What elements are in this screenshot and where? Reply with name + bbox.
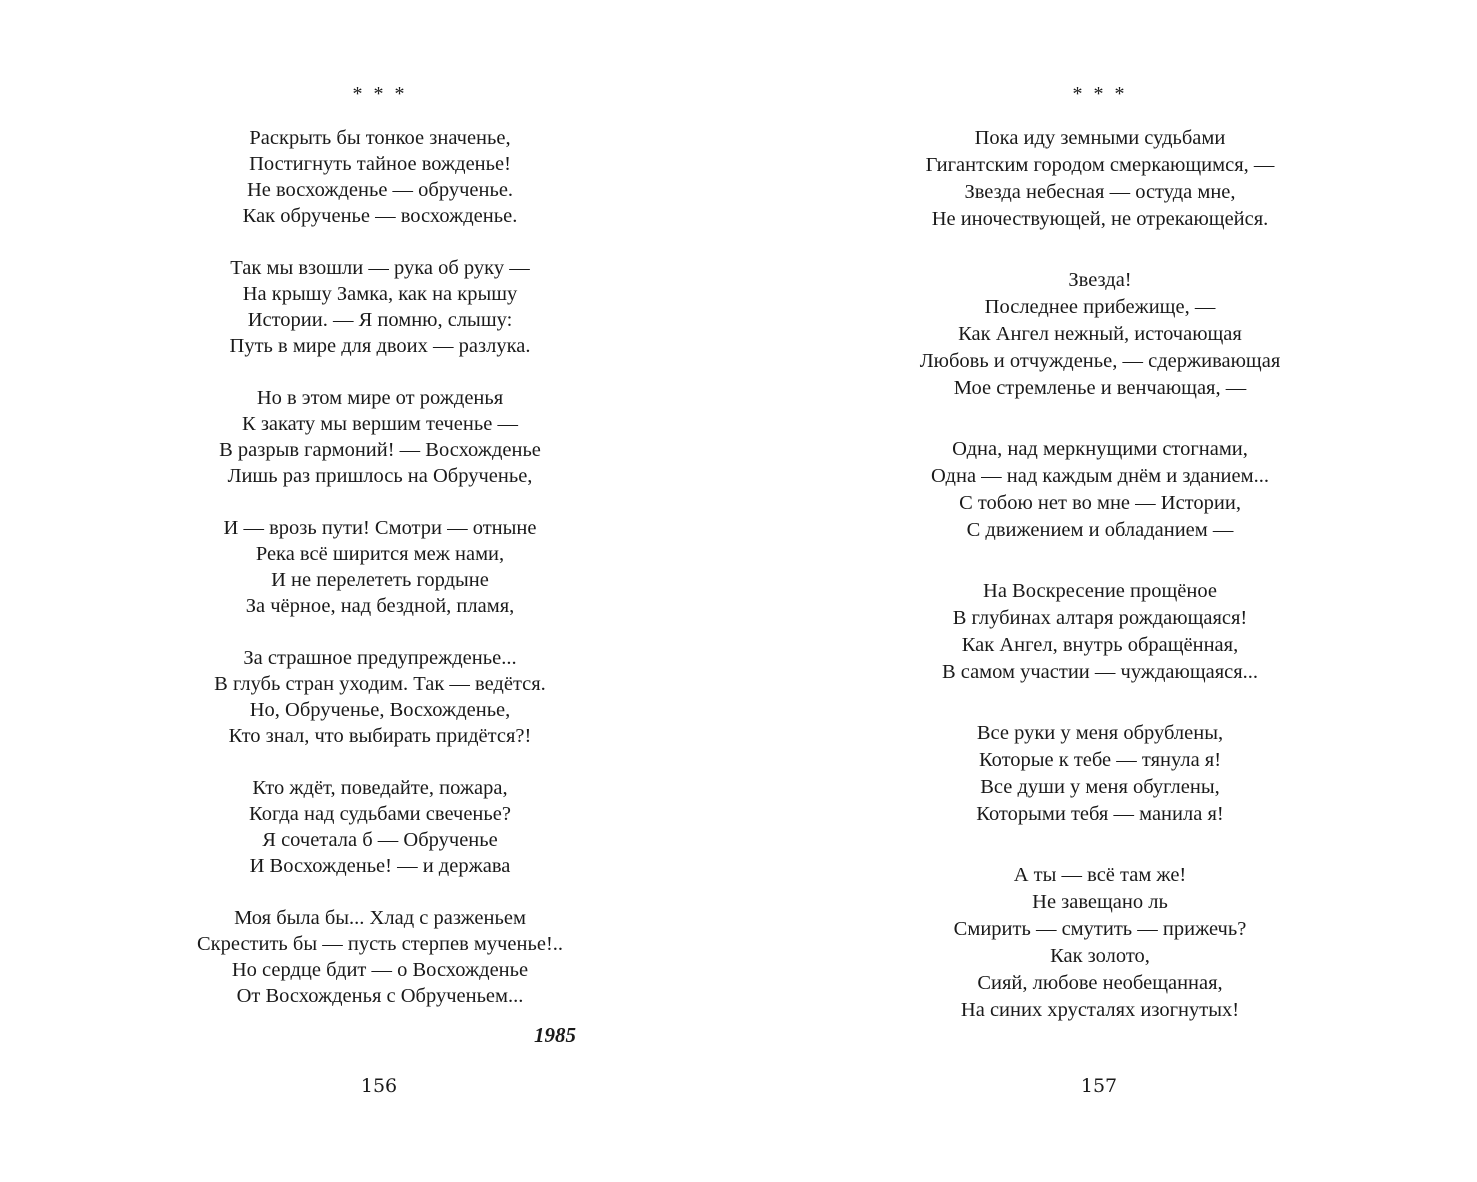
poem-line: И Восхожденье! — и держава [249,855,511,877]
poem-line: Гигантским городом смеркающимся, — [925,154,1275,176]
poem-line: Пока иду земными судьбами [974,127,1226,149]
poem-line: В глубь стран уходим. Так — ведётся. [214,673,546,695]
poem-line: Скрестить бы — пусть стерпев мученье!.. [196,933,564,955]
poem-line: Я сочетала б — Обрученье [262,829,498,851]
poem-line: Звезда небесная — остуда мне, [964,181,1236,203]
poem-line: Которыми тебя — манила я! [976,803,1224,825]
poem-line: Мое стремленье и венчающая, — [953,377,1247,399]
stanza [850,436,1350,544]
page-number: 157 [1080,1075,1118,1097]
poem-line: За страшное предупрежденье... [243,647,517,669]
poem-line: Одна — над каждым днём и зданием... [931,465,1269,487]
poem-line: Как золото, [1050,945,1150,967]
poem-line: Раскрыть бы тонкое значенье, [249,127,511,149]
poem-line: На Воскресение прощёное [983,580,1217,602]
poem-line: Так мы взошли — рука об руку — [230,257,530,279]
poem-line: Но в этом мире от рожденья [256,387,504,409]
poem-line: За чёрное, над бездной, пламя, [245,595,515,617]
poem-line: Смирить — смутить — прижечь? [953,918,1247,940]
stanza [130,645,630,749]
poem-line: Как Ангел, внутрь обращённая, [961,634,1239,656]
stanza [130,905,630,1009]
poem-line: Кто знал, что выбирать придётся?! [228,725,532,747]
poem-line: Река всё ширится меж нами, [255,543,505,565]
stanza [130,255,630,359]
page-number: 156 [360,1075,398,1097]
poem-line: Путь в мире для двоих — разлука. [229,335,531,357]
poem-line: Кто ждёт, поведайте, пожара, [252,777,508,799]
section-divider-asterisks: * * * [352,83,408,105]
poem-line: Истории. — Я помню, слышу: [247,309,513,331]
poem-line: Но сердце бдит — о Восхожденье [231,959,529,981]
poem-line: Сияй, любове необещанная, [977,972,1223,994]
poem-line: К закату мы вершим теченье — [242,413,518,435]
poem-line: Лишь раз пришлось на Обрученье, [227,465,533,487]
right-page [740,0,1477,1182]
poem-line: И не перелететь гордыне [271,569,489,591]
poem-line: На крышу Замка, как на крышу [242,283,518,305]
poem-line: Когда над судьбами свеченье? [249,803,511,825]
stanza [850,578,1350,686]
poem-line: Как Ангел нежный, источающая [958,323,1242,345]
poem-line: Которые к тебе — тянула я! [978,749,1222,771]
poem-line: В разрыв гармоний! — Восхожденье [219,439,541,461]
poem-line: На синих хрусталях изогнутых! [960,999,1240,1021]
section-divider-asterisks: * * * [1072,83,1128,105]
stanza [850,862,1350,1024]
poem-line: Не завещано ль [1032,891,1168,913]
poem-line: Все души у меня обуглены, [980,776,1220,798]
poem-line: Последнее прибежище, — [984,296,1216,318]
poem-line: Моя была бы... Хлад с разженьем [234,907,526,929]
poem-line: Но, Обрученье, Восхожденье, [249,699,511,721]
poem-line: От Восхожденья с Обрученьем... [236,985,524,1007]
poem-line: С тобою нет во мне — Истории, [959,492,1241,514]
poem-line: Не иночествующей, не отрекающейся. [931,208,1269,230]
poem-date: 1985 [534,1023,576,1047]
poem-line: А ты — всё там же! [1013,864,1187,886]
poem-line: Звезда! [1068,269,1132,291]
poem-line: Любовь и отчужденье, — сдерживающая [919,350,1281,372]
stanza [130,515,630,619]
poem-line: Одна, над меркнущими стогнами, [952,438,1248,460]
stanza [130,775,630,879]
poem-line: И — врозь пути! Смотри — отныне [223,517,537,539]
stanza [850,720,1350,828]
stanza [850,125,1350,233]
poem-line: В самом участии — чуждающаяся... [941,661,1259,683]
poem-line: Не восхожденье — обрученье. [246,179,514,201]
poem-line: Как обрученье — восхожденье. [242,205,518,227]
stanza [850,267,1350,402]
poem-line: Все руки у меня обрублены, [976,722,1224,744]
stanza [130,385,630,489]
poem-text [130,125,630,1035]
poem-line: С движением и обладанием — [966,519,1234,541]
poem-line: Постигнуть тайное вожденье! [249,153,511,175]
poem-text [850,125,1350,1058]
stanza [130,125,630,229]
poem-line: В глубинах алтаря рождающаяся! [952,607,1248,629]
